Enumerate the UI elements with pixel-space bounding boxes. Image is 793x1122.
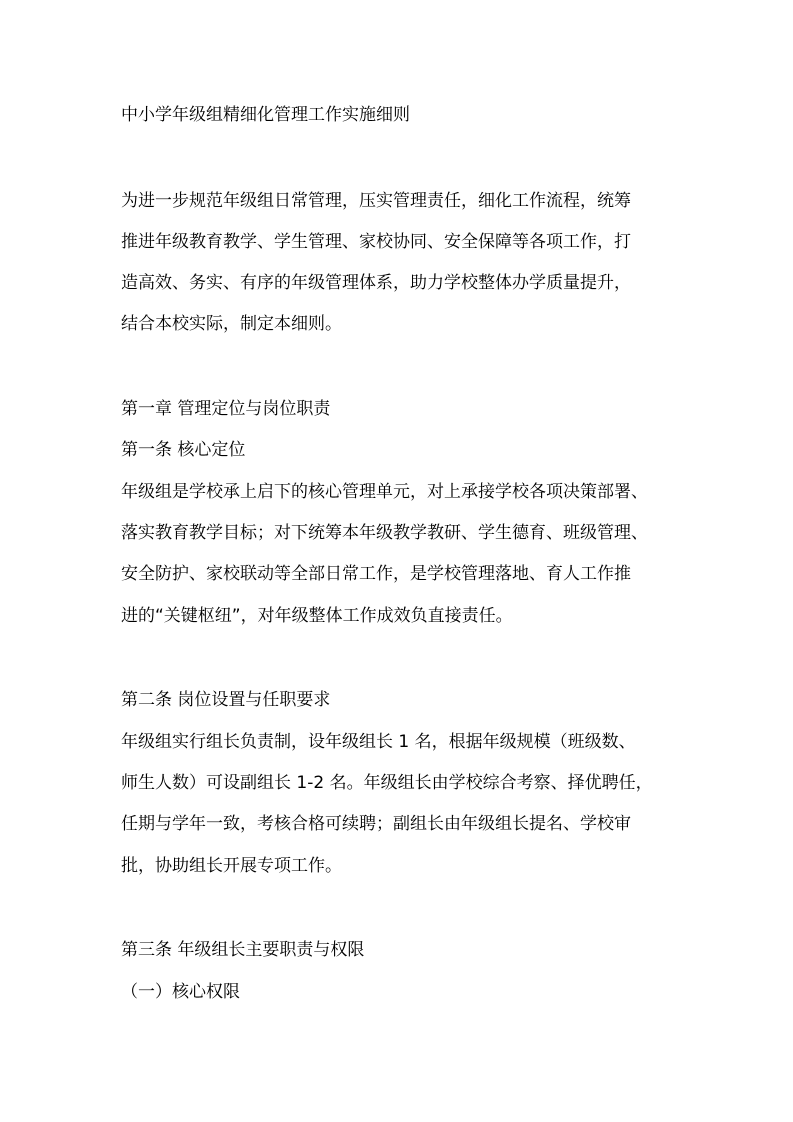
article-2-line-3: 任期与学年一致，考核合格可续聘；副组长由年级组长提名、学校审 <box>121 814 631 834</box>
article-1-line-1: 年级组是学校承上启下的核心管理单元，对上承接学校各项决策部署、 <box>121 482 648 502</box>
intro-line-3: 造高效、务实、有序的年级管理体系，助力学校整体办学质量提升， <box>121 273 631 293</box>
article-1-heading: 第一条 核心定位 <box>121 440 246 460</box>
article-3-sub-heading: （一）核心权限 <box>121 982 240 1002</box>
article-2-line-2: 师生人数）可设副组长 1-2 名。年级组长由学校综合考察、择优聘任， <box>121 773 653 793</box>
intro-line-4: 结合本校实际，制定本细则。 <box>121 314 342 334</box>
chapter-1-heading: 第一章 管理定位与岗位职责 <box>121 399 331 419</box>
intro-line-2: 推进年级教育教学、学生管理、家校协同、安全保障等各项工作，打 <box>121 232 631 252</box>
document-title: 中小学年级组精细化管理工作实施细则 <box>121 105 410 125</box>
article-3-heading: 第三条 年级组长主要职责与权限 <box>121 940 365 960</box>
article-1-line-2: 落实教育教学目标；对下统筹本年级教学教研、学生德育、班级管理、 <box>121 523 648 543</box>
intro-line-1: 为进一步规范年级组日常管理，压实管理责任，细化工作流程，统筹 <box>121 191 631 211</box>
article-2-line-4: 批，协助组长开展专项工作。 <box>121 856 342 876</box>
article-1-line-4: 进的“关键枢纽”，对年级整体工作成效负直接责任。 <box>121 606 513 626</box>
article-2-line-1: 年级组实行组长负责制，设年级组长 1 名，根据年级规模（班级数、 <box>121 732 636 752</box>
article-1-line-3: 安全防护、家校联动等全部日常工作，是学校管理落地、育人工作推 <box>121 564 631 584</box>
article-2-heading: 第二条 岗位设置与任职要求 <box>121 690 331 710</box>
